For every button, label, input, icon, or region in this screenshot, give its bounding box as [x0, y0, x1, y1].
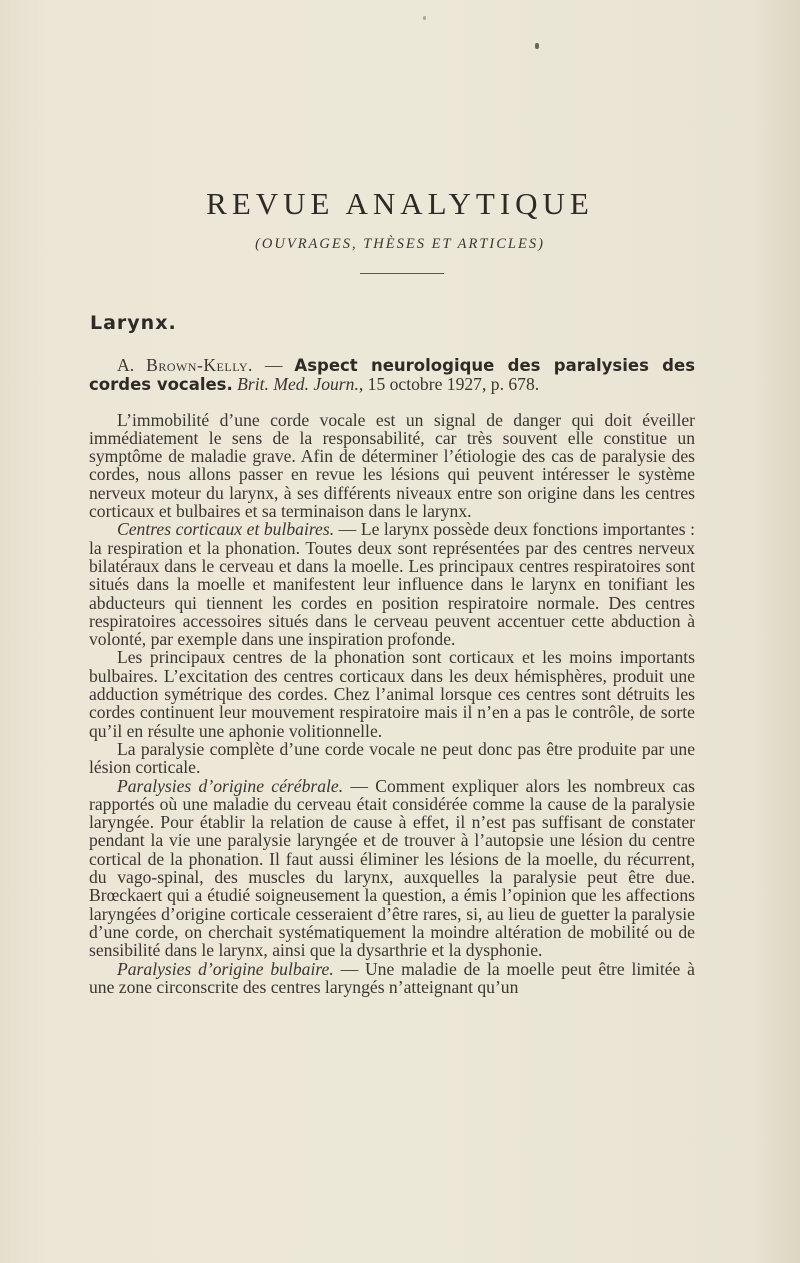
- article-body: [89, 356, 695, 996]
- paragraph: [89, 411, 695, 521]
- article-reference: [89, 356, 695, 395]
- speck: [535, 43, 539, 49]
- paragraph-heading: Paralysies d’origine bulbaire.: [117, 958, 334, 979]
- journal-date: , 15 octobre 1927, p. 678.: [358, 374, 540, 395]
- journal-name: Brit. Med. Journ.: [237, 374, 359, 395]
- page-subtitle: (OUVRAGES, THÈSES ET ARTICLES): [255, 236, 545, 252]
- paragraph: [89, 648, 695, 739]
- section-heading: Larynx.: [90, 312, 177, 334]
- paragraph: [89, 960, 695, 997]
- speck: [423, 16, 426, 20]
- paragraph-text: La paralysie complète d’une corde vocale ne peut donc pas être produite par une lésion corticale.: [89, 738, 695, 778]
- paragraph-text: — Le larynx possède deux fonctions importantes : la respiration et la phonation. Toutes deux sont représentées par des centres nerveux bilatéraux dans le cerveau et dans la moelle. Les principaux centres respiratoires sont situés dans la moelle et manifestent leur influence dans le larynx en tonifiant les abducteurs qui tiennent les cordes en position respiratoire normale. Des centres respiratoires accessoires situés dans le cerveau peuvent accentuer cette abduction à volonté, par exemple dans une inspiration profonde.: [89, 519, 695, 650]
- paragraph-heading: Paralysies d’origine cérébrale.: [117, 775, 344, 796]
- reference-dash: —: [252, 355, 295, 375]
- article-title: Aspect neurologique des paralysies des cordes vocales.: [89, 356, 696, 395]
- paragraph-text: L’immobilité d’une corde vocale est un signal de danger qui doit éveiller immédiatement le sens de la responsabilité, car très souvent elle constitue un symptôme de maladie grave. Afin de déterminer l’étiologie des cas de paralysie des cordes, nous allons passer en revue les lésions qui peuvent intéresser le système nerveux moteur du larynx, à ses différents niveaux entre son origine dans les centres corticaux et bulbaires et sa terminaison dans le larynx.: [89, 409, 695, 522]
- paragraph-text: — Comment expliquer alors les nombreux cas rapportés où une maladie du cerveau était considérée comme la cause de la paralysie laryngée. Pour établir la relation de cause à effet, il n’est pas suffisant de constater pendant la vie une paralysie laryngée et de trouver à l’autopsie une lésion du centre cortical de la phonation. Il faut aussi éliminer les lésions de la moelle, du récurrent, du vago-spinal, des muscles du larynx, auxquelles la paralysie peut être due. Brœckaert qui a étudié soigneusement la question, a émis l’opinion que les affections laryngées d’origine corticale cesseraient d’être rares, si, au lieu de guetter la paralysie d’une corde, on cherchait systématiquement la moindre altération de mobilité ou de sensibilité dans le larynx, ainsi que la dysarthrie et la dysphonie.: [89, 775, 695, 961]
- paragraph-text: Les principaux centres de la phonation sont corticaux et les moins importants bulbaires. L’excitation des centres corticaux dans les deux hémisphères, produit une adduction symétrique des cordes. Chez l’animal lorsque ces centres sont détruits les cordes continuent leur mouvement respiratoire mais il n’en a pas le contrôle, de sorte qu’il en résulte une aphonie volitionnelle.: [89, 647, 695, 741]
- page-title: REVUE ANALYTIQUE: [206, 186, 594, 221]
- paragraph-text: — Une maladie de la moelle peut être limitée à une zone circonscrite des centres laryngés n’atteignant qu’un: [89, 958, 695, 997]
- paragraph: [89, 740, 695, 777]
- paragraph: [89, 520, 695, 648]
- author-initial: A.: [117, 355, 135, 375]
- paragraph-heading: Centres corticaux et bulbaires.: [117, 519, 335, 540]
- author-name: Brown-Kelly.: [146, 355, 253, 375]
- paragraph: [89, 777, 695, 960]
- title-divider: [360, 273, 444, 274]
